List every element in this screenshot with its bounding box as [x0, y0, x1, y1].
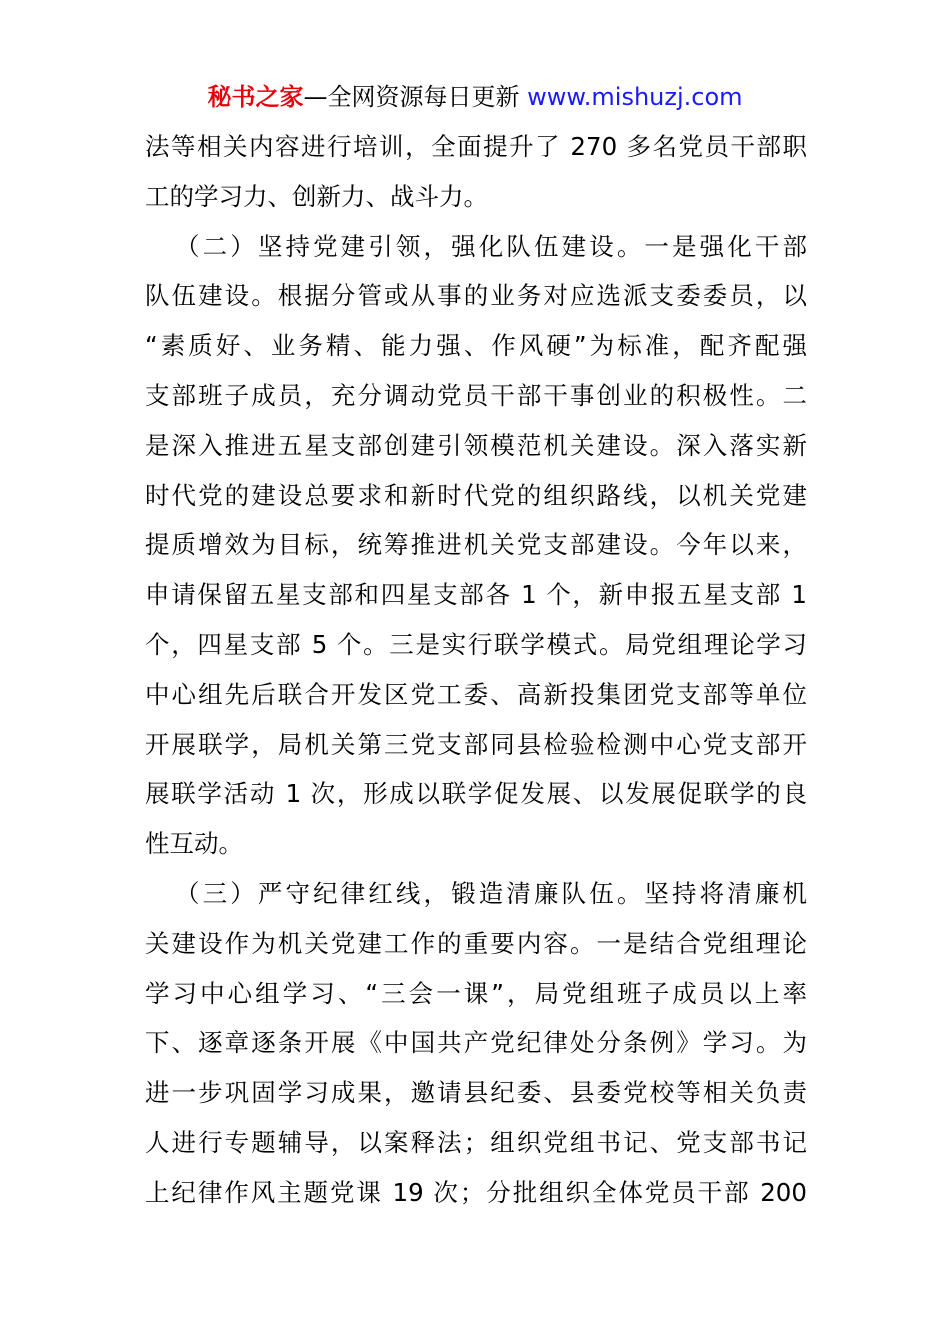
- text-line: （二）坚持党建引领，强化队伍建设。一是强化干部: [175, 231, 807, 261]
- text-line: 性互动。: [145, 829, 243, 859]
- text-line: 中心组先后联合开发区党工委、高新投集团党支部等单位: [145, 679, 807, 709]
- text-line: 学习中心组学习、“三会一课”，局党组班子成员以上率: [145, 978, 807, 1008]
- document-body: [145, 122, 807, 1218]
- text-line: “素质好、业务精、能力强、作风硬”为标准，配齐配强: [145, 331, 807, 361]
- site-header: [0, 82, 950, 112]
- site-tagline: —全网资源每日更新: [303, 83, 528, 111]
- text-line: 队伍建设。根据分管或从事的业务对应选派支委委员，以: [145, 281, 807, 311]
- text-line: 下、逐章逐条开展《中国共产党纪律处分条例》学习。为: [145, 1028, 807, 1058]
- text-line: 申请保留五星支部和四星支部各 1 个，新申报五星支部 1: [145, 580, 807, 610]
- text-line: 上纪律作风主题党课 19 次；分批组织全体党员干部 200: [145, 1177, 807, 1207]
- text-line: 法等相关内容进行培训，全面提升了 270 多名党员干部职: [145, 132, 807, 161]
- site-brand: 秘书之家: [207, 83, 304, 111]
- text-line: 时代党的建设总要求和新时代党的组织路线，以机关党建: [145, 480, 807, 510]
- text-line: 是深入推进五星支部创建引领模范机关建设。深入落实新: [145, 430, 807, 460]
- text-line: （三）严守纪律红线，锻造清廉队伍。坚持将清廉机: [175, 878, 807, 908]
- text-line: 个，四星支部 5 个。三是实行联学模式。局党组理论学习: [145, 629, 807, 659]
- text-line: 开展联学，局机关第三党支部同县检验检测中心党支部开: [145, 729, 807, 759]
- site-url-link[interactable]: www.mishuzj.com: [527, 83, 743, 111]
- text-line: 支部班子成员，充分调动党员干部干事创业的积极性。二: [145, 380, 807, 410]
- text-line: 展联学活动 1 次，形成以联学促发展、以发展促联学的良: [145, 779, 807, 809]
- text-line: 关建设作为机关党建工作的重要内容。一是结合党组理论: [145, 928, 807, 958]
- text-line: 工的学习力、创新力、战斗力。: [145, 181, 488, 211]
- text-line: 提质增效为目标，统筹推进机关党支部建设。今年以来，: [145, 530, 807, 560]
- text-line: 人进行专题辅导，以案释法；组织党组书记、党支部书记: [145, 1127, 807, 1157]
- text-line: 进一步巩固学习成果，邀请县纪委、县委党校等相关负责: [145, 1078, 807, 1108]
